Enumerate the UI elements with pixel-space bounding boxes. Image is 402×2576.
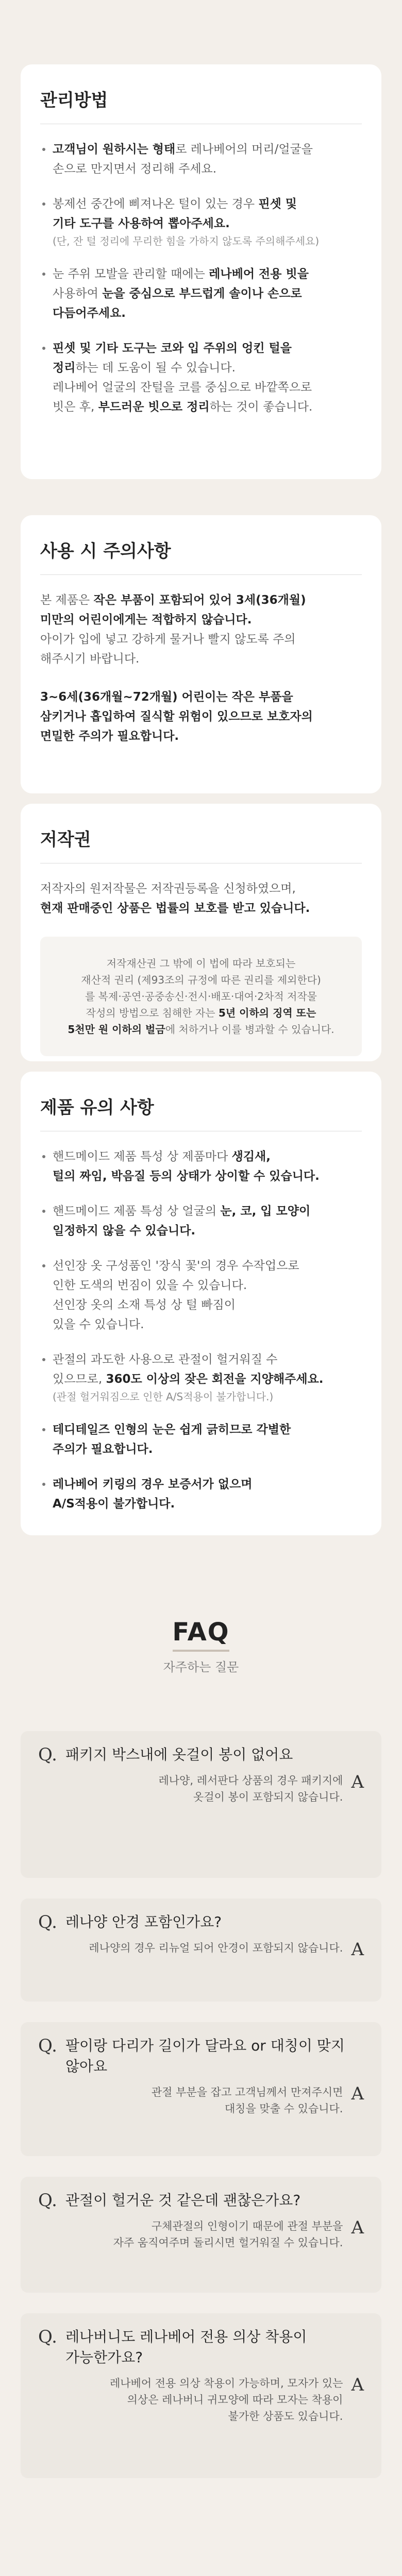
faq-answer <box>38 1940 364 1959</box>
list-item <box>40 1420 362 1459</box>
answer-line: 옷걸이 봉이 포함되지 않습니다. <box>193 1791 343 1803</box>
emphasis-text: 작은 부품이 포함되어 있어 3세(36개월) <box>93 593 306 607</box>
question-line: 관절이 헐거운 것 같은데 괜찮은가요? <box>65 2192 301 2209</box>
answer-line: 대칭을 맞출 수 있습니다. <box>224 2103 343 2115</box>
body-text: 있을 수 있습니다. <box>53 1317 144 1331</box>
faq-question <box>38 1912 364 1933</box>
faq-question-text <box>65 1744 293 1765</box>
caution-paragraph-2 <box>40 687 362 746</box>
question-line: 레나버니도 레나베어 전용 의상 착용이 <box>65 2328 307 2345</box>
emphasis-text: 테디테일즈 인형의 눈은 쉽게 긁히므로 각별한 <box>53 1422 291 1436</box>
emphasis-text: 고객님이 원하시는 형태 <box>53 142 176 156</box>
faq-question <box>38 2327 364 2368</box>
body-text: 저작재산권 그 밖에 이 법에 따라 보호되는 <box>106 957 296 970</box>
copyright-title: 저작권 <box>40 829 91 850</box>
emphasis-text: 생김새, <box>231 1149 271 1163</box>
list-item <box>40 1350 362 1404</box>
body-text: 손으로 만지면서 정리해 주세요. <box>53 162 217 176</box>
faq-answer-text <box>113 2218 343 2251</box>
emphasis-text: 주의가 필요합니다. <box>53 1442 153 1456</box>
emphasis-text: 미만의 어린이에게는 적합하지 않습니다. <box>40 613 252 626</box>
product-notes-list <box>40 1147 362 1514</box>
emphasis-text: 다듬어주세요. <box>53 306 126 320</box>
faq-answer-text <box>158 1772 343 1805</box>
copyright-paragraph <box>40 879 362 918</box>
question-line: 패키지 박스내에 옷걸이 봉이 없어요 <box>65 1746 293 1763</box>
care-list <box>40 140 362 417</box>
emphasis-text: 레나베어 전용 빗을 <box>209 267 309 281</box>
faq-title: FAQ <box>172 1618 230 1647</box>
body-text: 하는 데 도움이 될 수 있습니다. <box>75 361 236 375</box>
emphasis-text: 3~6세(36개월~72개월) 어린이는 작은 부품을 <box>40 690 293 704</box>
body-text: 눈 주위 모발을 관리할 때에는 <box>53 267 209 281</box>
emphasis-text: 기타 도구를 사용하여 뽑아주세요. <box>53 216 230 230</box>
faq-item <box>21 2313 381 2478</box>
answer-line: 의상은 레나버니 귀모양에 따라 모자는 착용이 <box>127 2394 343 2406</box>
body-text: 봉제선 중간에 삐져나온 털이 있는 경우 <box>53 197 259 211</box>
emphasis-text: 눈, 코, 입 모양이 <box>220 1204 311 1218</box>
body-text: 작성의 방법으로 침해한 자는 <box>86 1006 219 1019</box>
list-item <box>40 1475 362 1514</box>
body-text: 빗은 후, <box>53 400 98 414</box>
body-text: 선인장 옷 구성품인 '장식 꽃'의 경우 수작업으로 <box>53 1259 299 1273</box>
emphasis-text: 5년 이하의 징역 또는 <box>218 1006 316 1019</box>
list-item <box>40 1201 362 1241</box>
faq-item <box>21 2177 381 2293</box>
question-mark-label: Q. <box>38 1744 57 1765</box>
copyright-notice-box <box>40 937 362 1056</box>
faq-answer-text <box>110 2375 343 2425</box>
faq-answer <box>38 1772 364 1805</box>
answer-mark-label: A <box>351 2217 364 2238</box>
product-notes-title: 제품 유의 사항 <box>40 1097 154 1118</box>
body-text: 하는 것이 좋습니다. <box>209 400 313 414</box>
faq-item <box>21 2022 381 2156</box>
emphasis-text: 털의 짜임, 박음질 등의 상태가 상이할 수 있습니다. <box>53 1169 320 1183</box>
question-mark-label: Q. <box>38 2190 57 2211</box>
faq-answer <box>38 2375 364 2425</box>
faq-header <box>0 1618 402 1675</box>
emphasis-text: 눈을 중심으로 부드럽게 솔이나 손으로 <box>102 286 302 300</box>
faq-answer-text <box>152 2084 343 2117</box>
list-item <box>40 140 362 179</box>
body-text: 선인장 옷의 소재 특성 상 털 빠짐이 <box>53 1298 236 1312</box>
body-text: 관절의 과도한 사용으로 관절이 헐거워질 수 <box>53 1352 278 1366</box>
answer-line: 불가한 상품도 있습니다. <box>228 2410 343 2422</box>
question-mark-label: Q. <box>38 2036 57 2056</box>
emphasis-text: 핀셋 및 기타 도구는 코와 입 주위의 엉킨 털을 <box>53 341 292 355</box>
divider <box>40 574 362 575</box>
faq-underline <box>173 1650 229 1652</box>
faq-question-text <box>65 2036 345 2077</box>
body-text: 있으므로, <box>53 1372 106 1386</box>
body-text: 핸드메이드 제품 특성 상 얼굴의 <box>53 1204 221 1218</box>
body-text: 저작자의 원저작물은 저작권등록을 신청하였으며, <box>40 882 296 895</box>
emphasis-text: 현재 판매중인 상품은 법률의 보호를 받고 있습니다. <box>40 901 310 915</box>
emphasis-text: 면밀한 주의가 필요합니다. <box>40 729 179 743</box>
body-text: 를 복제·공연·공중송신·전시·배포·대여·2차적 저작물 <box>85 990 317 1003</box>
answer-mark-label: A <box>351 2083 364 2104</box>
faq-question-text <box>65 2327 307 2368</box>
faq-answer <box>38 2084 364 2117</box>
answer-line: 레나양의 경우 리뉴얼 되어 안경이 포함되지 않습니다. <box>89 1942 343 1954</box>
question-mark-label: Q. <box>38 1912 57 1933</box>
caution-card <box>21 515 381 793</box>
answer-mark-label: A <box>351 1772 364 1792</box>
question-line: 않아요 <box>65 2058 108 2075</box>
caution-title: 사용 시 주의사항 <box>40 541 171 562</box>
answer-line: 레나베어 전용 의상 착용이 가능하며, 모자가 있는 <box>109 2377 343 2389</box>
body-text: 핸드메이드 제품 특성 상 제품마다 <box>53 1149 232 1163</box>
body-text: 레나베어 얼굴의 잔털을 코를 중심으로 바깥쪽으로 <box>53 380 312 394</box>
list-item <box>40 194 362 249</box>
body-text: 사용하여 <box>53 286 103 300</box>
answer-line: 관절 부분을 잡고 고객님께서 만져주시면 <box>151 2086 343 2098</box>
body-text: 본 제품은 <box>40 593 94 607</box>
question-line: 팔이랑 다리가 길이가 달라요 or 대칭이 맞지 <box>65 2037 345 2054</box>
list-item <box>40 1256 362 1334</box>
faq-question <box>38 1744 364 1765</box>
footnote-text: (관절 헐거워짐으로 인한 A/S적용이 불가합니다.) <box>53 1390 274 1403</box>
answer-mark-label: A <box>351 2375 364 2395</box>
emphasis-text: 삼키거나 흡입하여 질식할 위험이 있으므로 보호자의 <box>40 709 313 723</box>
product-notes-card <box>21 1072 381 1535</box>
answer-line: 레나양, 레서판다 상품의 경우 패키지에 <box>158 1774 343 1787</box>
faq-question <box>38 2036 364 2077</box>
answer-line: 자주 움직여주며 돌리시면 헐거워질 수 있습니다. <box>113 2236 343 2249</box>
body-text: 아이가 입에 넣고 강하게 물거나 빨지 않도록 주의 <box>40 632 296 646</box>
emphasis-text: 레나베어 키링의 경우 보증서가 없으며 <box>53 1477 253 1491</box>
question-mark-label: Q. <box>38 2327 57 2347</box>
faq-subtitle: 자주하는 질문 <box>163 1660 239 1674</box>
faq-item <box>21 1899 381 2002</box>
answer-mark-label: A <box>351 1939 364 1960</box>
body-text: 로 레나베어의 머리/얼굴을 <box>175 142 313 156</box>
question-line: 가능한가요? <box>65 2349 143 2366</box>
emphasis-text: 일정하지 않을 수 있습니다. <box>53 1224 196 1238</box>
list-item <box>40 338 362 417</box>
faq-answer <box>38 2218 364 2251</box>
faq-question <box>38 2190 364 2211</box>
copyright-card <box>21 804 381 1061</box>
emphasis-text: 부드러운 빗으로 정리 <box>98 400 210 414</box>
faq-question-text <box>65 2190 300 2211</box>
faq-item <box>21 1731 381 1878</box>
emphasis-text: 핀셋 및 <box>258 197 297 211</box>
body-text: 인한 도색의 번짐이 있을 수 있습니다. <box>53 1278 247 1292</box>
faq-question-text <box>65 1912 222 1933</box>
care-title: 관리방법 <box>40 90 108 111</box>
footnote-text: (단, 잔 털 정리에 무리한 힘을 가하지 않도록 주의해주세요) <box>53 234 320 247</box>
emphasis-text: 360도 이상의 잦은 회전을 지양해주세요. <box>106 1372 324 1386</box>
emphasis-text: 정리 <box>53 361 76 375</box>
list-item <box>40 264 362 323</box>
question-line: 레나양 안경 포함인가요? <box>65 1913 222 1930</box>
care-card <box>21 64 381 479</box>
body-text: 재산적 권리 (제93조의 규정에 따른 권리를 제외한다) <box>81 973 321 986</box>
body-text: 해주시기 바랍니다. <box>40 652 140 666</box>
answer-line: 구체관절의 인형이기 때문에 관절 부분을 <box>151 2220 343 2232</box>
list-item <box>40 1147 362 1186</box>
faq-answer-text <box>89 1940 343 1956</box>
caution-paragraph-1 <box>40 590 362 669</box>
body-text: 에 처하거나 이를 병과할 수 있습니다. <box>165 1023 334 1036</box>
emphasis-text: A/S적용이 불가합니다. <box>53 1497 175 1511</box>
emphasis-text: 5천만 원 이하의 벌금 <box>68 1023 165 1036</box>
